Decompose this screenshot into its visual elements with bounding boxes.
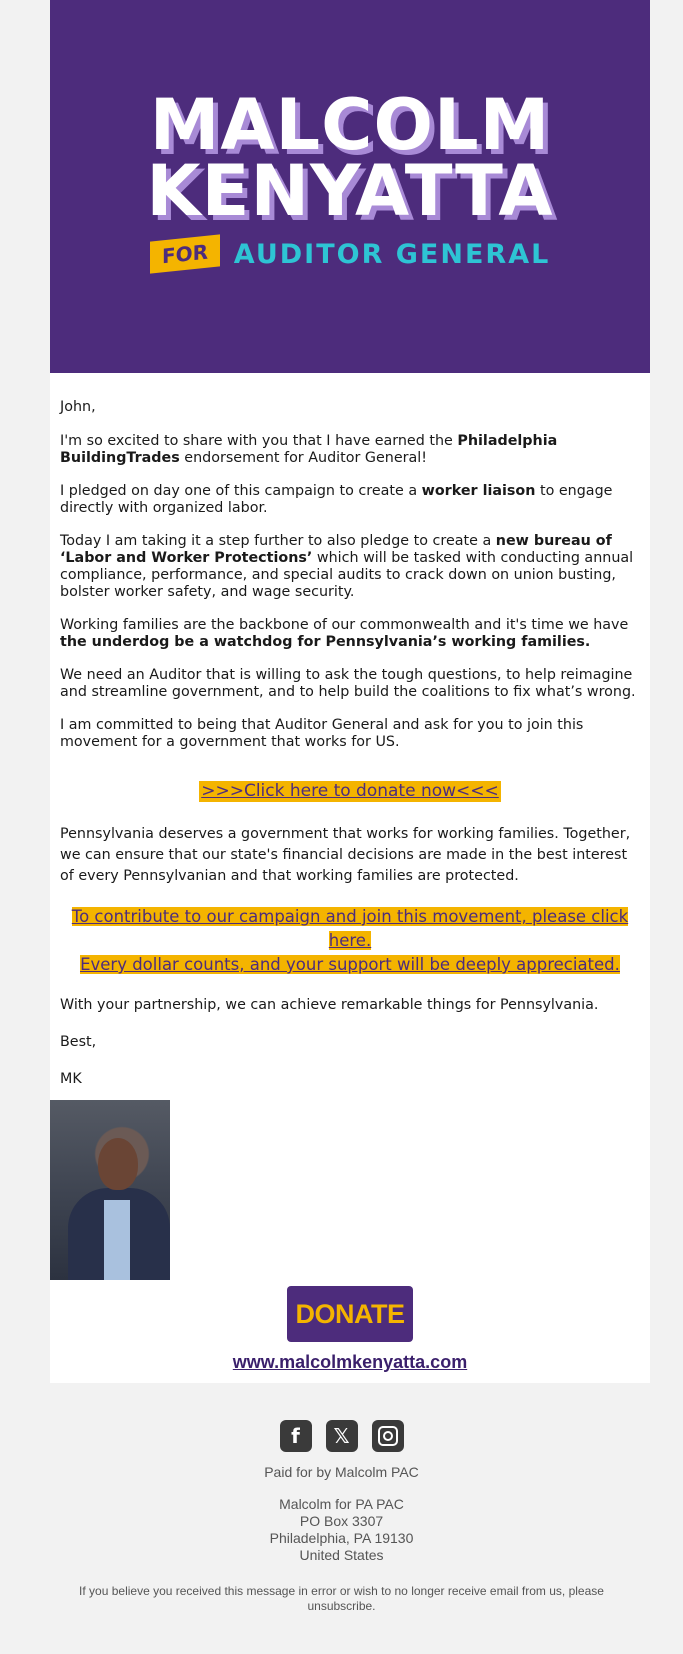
facebook-icon[interactable]: f — [280, 1420, 312, 1452]
paragraph-partnership: With your partnership, we can achieve remarkable things for Pennsylvania. — [60, 997, 599, 1013]
paragraph-bureau: Today I am taking it a step further to also pledge to create a new bureau of ‘Labor and Worker Protections’ which will be tasked with conducting annual compliance, performance, and special audits to crack down on union busting, bolster worker safety, and wage security. — [60, 533, 634, 600]
contribute-link-line2[interactable]: Every dollar counts, and your support will be deeply appreciated. — [80, 955, 620, 974]
logo-role: AUDITOR GENERAL — [233, 238, 551, 270]
campaign-logo — [50, 84, 650, 270]
candidate-photo — [50, 1100, 170, 1280]
mailing-address: Malcolm for PA PAC PO Box 3307 Philadelphia, PA 19130 United States — [269, 1496, 414, 1563]
footer — [0, 1420, 683, 1614]
social-links — [0, 1420, 683, 1452]
x-icon[interactable]: 𝕏 — [326, 1420, 358, 1452]
email-body — [50, 373, 650, 1371]
greeting: John, — [60, 399, 96, 415]
paragraph-working-families: Working families are the backbone of our commonwealth and it's time we have the underdog be a watchdog for Pennsylvania’s working families. — [60, 617, 629, 650]
logo-for-tag: FOR — [150, 234, 220, 273]
paragraph-endorsement: I'm so excited to share with you that I have earned the Philadelphia BuildingTrades endorsement for Auditor General! — [60, 433, 558, 466]
logo-name-line1: MALCOLM — [149, 84, 551, 166]
email-container — [50, 0, 650, 1383]
signature: MK — [60, 1071, 82, 1087]
signoff: Best, — [60, 1034, 97, 1050]
unsubscribe-notice[interactable]: If you believe you received this message in error or wish to no longer receive email from us, please unsubscribe. — [79, 1584, 604, 1613]
contribute-link[interactable] — [60, 905, 640, 977]
instagram-icon[interactable] — [372, 1420, 404, 1452]
logo-name-line2: KENYATTA — [146, 150, 554, 232]
donate-now-link[interactable]: >>>Click here to donate now<<< — [201, 781, 499, 801]
contribute-link-line1[interactable]: To contribute to our campaign and join this movement, please click here. — [71, 907, 629, 950]
header-banner — [50, 0, 650, 373]
paid-for-disclaimer: Paid for by Malcolm PAC — [264, 1464, 419, 1480]
paragraph-liaison: I pledged on day one of this campaign to create a worker liaison to engage directly with organized labor. — [60, 483, 613, 516]
paragraph-pennsylvania: Pennsylvania deserves a government that works for working families. Together, we can ensure that our state's financial decisions are made in the best interest of every Pennsylvanian and that working families are protected. — [60, 826, 631, 884]
paragraph-auditor-need: We need an Auditor that is willing to ask the tough questions, to help reimagine and streamline government, and to help build the coalitions to fix what’s wrong. — [60, 667, 636, 700]
website-link[interactable]: www.malcolmkenyatta.com — [232, 1352, 468, 1372]
donate-button[interactable]: DONATE — [287, 1286, 413, 1342]
paragraph-commitment: I am committed to being that Auditor General and ask for you to join this movement for a government that works for US. — [60, 717, 584, 750]
